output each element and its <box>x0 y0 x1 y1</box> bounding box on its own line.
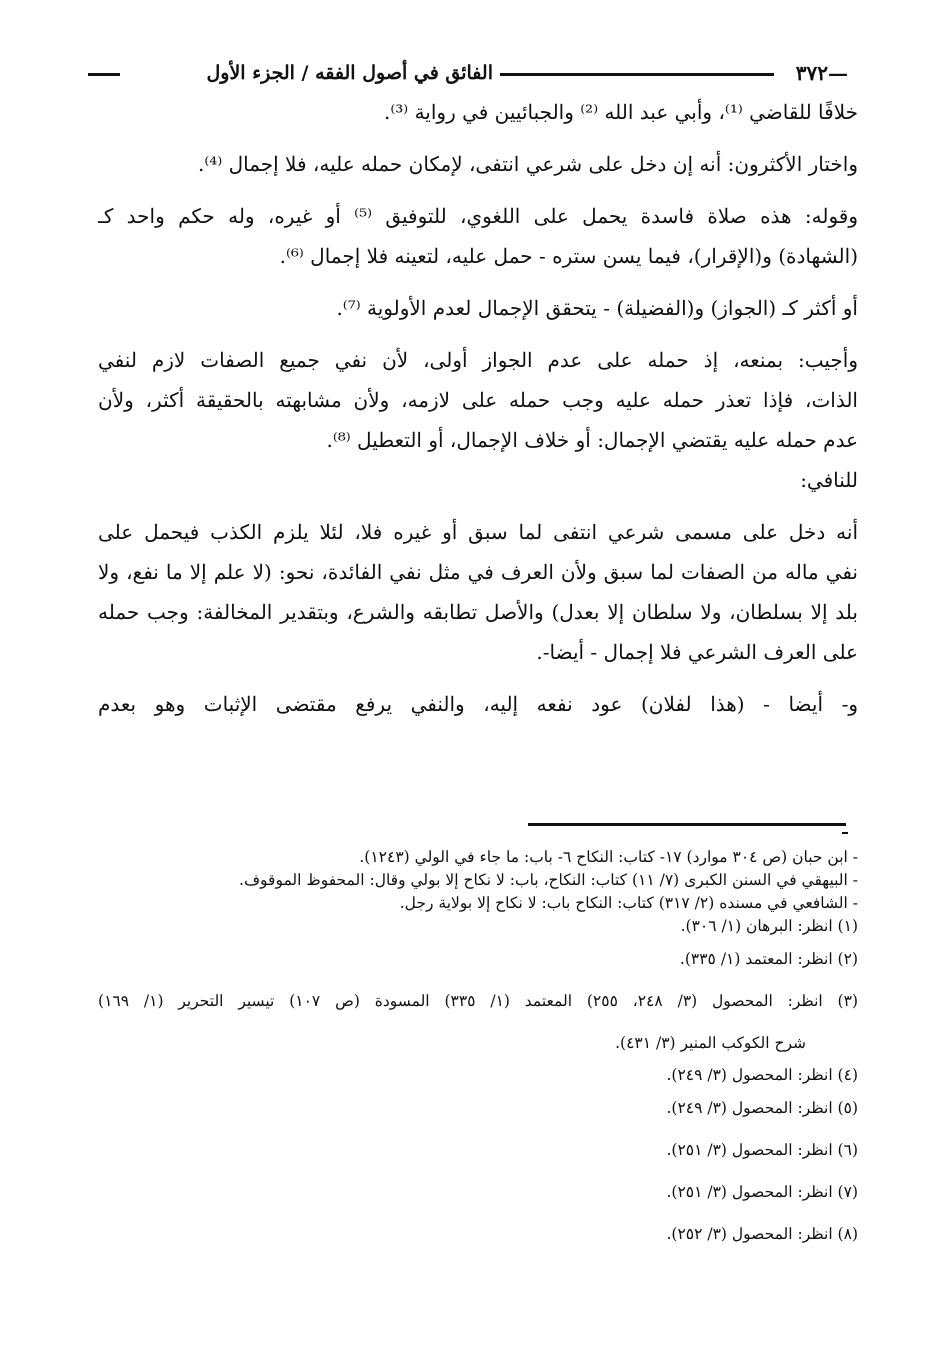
text-line: (الشهادة) و(الإقرار)، فيما يسن ستره - حمل عليه، لتعينه فلا إجمال ⁽⁶⁾. <box>279 244 858 268</box>
footnote-line: (٣) انظر: المحصول (٣/ ٢٤٨، ٢٥٥) المعتمد (١/ ٣٣٥) المسودة (ص ١٠٧) تيسير التحرير (١/ ١٦٩) <box>98 992 858 1010</box>
footnote-line: (٤) انظر: المحصول (٣/ ٢٤٩). <box>666 1066 858 1084</box>
body-text <box>98 92 858 724</box>
text-line: و- أيضا - (هذا لفلان) عود نفعه إليه، والنفي يرفع مقتضى الإثبات وهو بعدم <box>98 692 858 716</box>
header-rule <box>500 73 774 76</box>
footnote-line: (١) انظر: البرهان (١/ ٣٠٦). <box>680 917 858 935</box>
footnote-line: - الشافعي في مسنده (٢/ ٣١٧) كتاب: النكاح باب: لا نكاح إلا بولاية رجل. <box>399 894 858 912</box>
text-line: الذات، فإذا تعذر حمله عليه وجب حمله على لازمه، ولأن مشابهته بالحقيقة أكثر، ولأن <box>98 388 858 412</box>
text-line: وقوله: هذه صلاة فاسدة يحمل على اللغوي، للتوفيق ⁽⁵⁾ أو غيره، وله حكم واحد كـ <box>98 204 858 228</box>
running-header <box>88 58 848 94</box>
section-label: للنافي: <box>800 468 858 492</box>
text-line: على العرف الشرعي فلا إجمال - أيضا-. <box>536 640 858 664</box>
text-line: خلافًا للقاضي ⁽¹⁾، وأبي عبد الله ⁽²⁾ والجبائيين في رواية ⁽³⁾. <box>383 100 858 124</box>
footnote-line: (٨) انظر: المحصول (٣/ ٢٥٢). <box>666 1225 858 1243</box>
footnote-rule <box>528 823 846 826</box>
book-title: الفائق في أصول الفقه / الجزء الأول <box>206 62 493 84</box>
text-line: عدم حمله عليه يقتضي الإجمال: أو خلاف الإجمال، أو التعطيل ⁽⁸⁾. <box>326 428 858 452</box>
footnote-line: (٧) انظر: المحصول (٣/ ٢٥١). <box>666 1183 858 1201</box>
footnote-rule-mark <box>842 832 848 834</box>
footnote-line: - ابن حبان (ص ٣٠٤ موارد) ١٧- كتاب: النكاح ٦- باب: ما جاء في الولي (١٢٤٣). <box>359 848 858 866</box>
footnote-line: (٦) انظر: المحصول (٣/ ٢٥١). <box>666 1141 858 1159</box>
text-line: واختار الأكثرون: أنه إن دخل على شرعي انتفى، لإمكان حمله عليه، فلا إجمال ⁽⁴⁾. <box>198 152 858 176</box>
text-line: وأجيب: بمنعه، إذ حمله على عدم الجواز أولى، لأن نفي جميع الصفات لازم لنفي <box>98 348 858 372</box>
footnote-line: - البيهقي في السنن الكبرى (٧/ ١١) كتاب: النكاح، باب: لا نكاح إلا بولي وقال: المحفوظ الموقوف. <box>239 871 858 889</box>
text-line: أنه دخل على مسمى شرعي انتفى لما سبق أو غيره فلا، لئلا يلزم الكذب فيحمل على <box>98 520 858 544</box>
text-line: نفي ماله من الصفات لما سبق ولأن العرف في مثل نفي الفائدة، نحو: (لا علم إلا ما نفع، ولا <box>98 560 858 584</box>
footnote-line: (٢) انظر: المعتمد (١/ ٣٣٥). <box>679 950 858 968</box>
text-line: بلد إلا بسلطان، ولا سلطان إلا بعدل) والأصل تطابقه والشرع، وبتقدير المخالفة: وجب حمله <box>98 600 858 624</box>
footnote-line: شرح الكوكب المنير (٣/ ٤٣١). <box>615 1034 806 1052</box>
text-line: أو أكثر كـ (الجواز) و(الفضيلة) - يتحقق الإجمال لعدم الأولوية ⁽⁷⁾. <box>336 296 858 320</box>
page-number: —٣٧٢ <box>795 61 848 85</box>
footnote-line: (٥) انظر: المحصول (٣/ ٢٤٩). <box>666 1099 858 1117</box>
header-rule-end <box>88 73 120 76</box>
footnotes <box>98 846 858 1255</box>
